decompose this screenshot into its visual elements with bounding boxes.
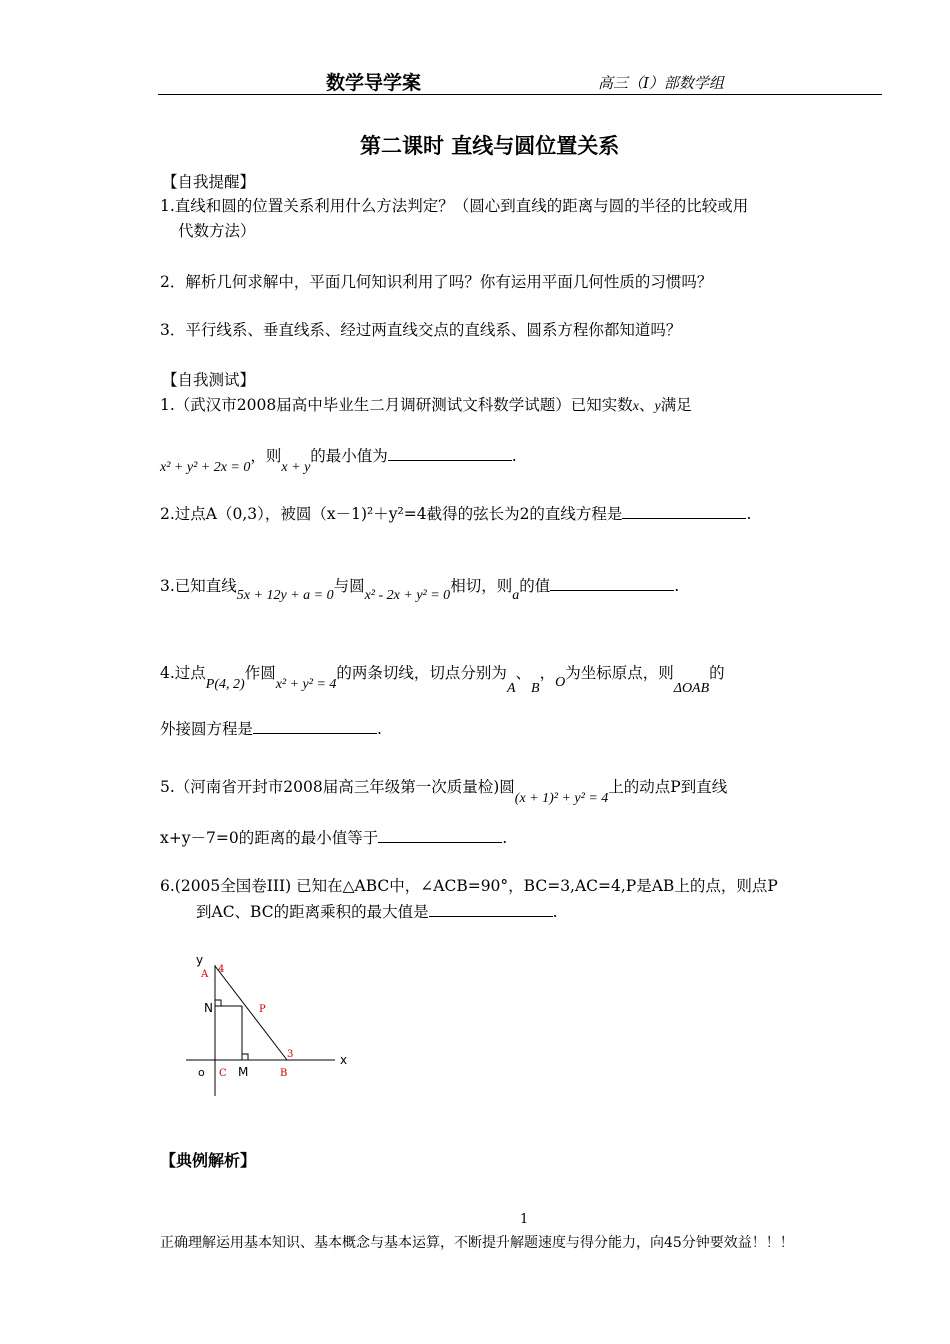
page-number: 1 [520,1212,529,1227]
question-3 [160,574,680,603]
label-4: 4 [218,964,225,975]
question-5-text-a: 5.（河南省开封市2008届高三年级第一次质量检)圆 [160,778,515,796]
answer-blank-3[interactable] [550,574,674,591]
question-1-expression: x + y [281,460,311,475]
question-1-text-c: ，则 [250,447,282,465]
question-4-text-e: 的 [709,664,725,682]
question-1-text-a: 1.（武汉市2008届高中毕业生二月调研测试文科数学试题）已知实数 [160,396,633,414]
question-3-circle-equation: x² - 2x + y² = 0 [364,588,451,603]
label-3: 3 [287,1049,294,1060]
label-N: N [204,1001,213,1015]
question-5-circle: (x + 1)² + y² = 4 [514,791,609,806]
answer-blank-1[interactable] [388,444,512,461]
right-angle-mark-N [215,1000,221,1006]
reminder-item-1-line-1: 1.直线和圆的位置关系利用什么方法判定？（圆心到直线的距离与圆的半径的比较或用 [160,197,749,215]
label-O: o [198,1066,205,1079]
period: . [502,829,508,847]
triangle-figure [180,950,360,1100]
question-5-text-line2: x+y－7=0的距离的最小值等于 [160,829,379,847]
footer-motto: 正确理解运用基本知识、基本概念与基本运算，不断提升解题速度与得分能力，向45分钟要效益！！！ [160,1235,794,1251]
label-M: M [238,1065,249,1079]
var-y: y [654,399,661,414]
page-title: 第二课时 直线与圆位置关系 [360,134,620,158]
question-6-line-1: 6.(2005全国卷III) 已知在△ABC中，∠ACB=90°，BC=3,AC=4,P是AB上的点，则点P [160,877,778,895]
question-3-text-a: 3.已知直线 [160,577,237,595]
hypotenuse-AB [215,966,287,1060]
var-x: x [632,399,639,414]
question-2 [160,502,751,524]
question-5-line-2 [160,826,507,848]
question-1-text-b: 满足 [660,396,692,414]
answer-blank-2[interactable] [622,502,746,519]
right-angle-mark-M [242,1054,248,1060]
question-4-text-line2: 外接圆方程是 [160,720,254,738]
question-1-equation: x² + y² + 2x = 0 [160,460,251,475]
question-4-line-1 [160,661,725,696]
header-rule [158,94,882,95]
section-heading-reminder: 【自我提醒】 [162,173,256,191]
period: . [377,720,382,738]
question-4-line-2 [160,717,382,739]
question-3-line-equation: 5x + 12y + a = 0 [236,588,334,603]
reminder-item-3: 3．平行线系、垂直线系、经过两直线交点的直线系、圆系方程你都知道吗？ [160,321,682,339]
question-4-point: P(4, 2) [205,677,245,692]
x-axis-label: x [340,1053,348,1067]
question-2-text: 2.过点A（0,3），被圆（x－1)²＋y²=4截得的弦长为2的直线方程是 [160,505,623,523]
header-subtitle: 高三（Ⅰ）部数学组 [598,74,724,92]
label-C: C [219,1068,227,1079]
point-A: A [506,681,516,696]
point-B: B [531,681,540,696]
section-heading-examples: 【典例解析】 [160,1151,257,1170]
label-A: A [201,969,209,980]
question-3-text-c: 相切，则 [450,577,513,595]
reminder-item-1-line-2: 代数方法） [178,222,256,240]
y-axis-label: y [196,953,204,967]
answer-blank-6[interactable] [429,900,553,917]
period: . [511,447,517,465]
answer-blank-4[interactable] [253,717,377,734]
period: . [674,577,680,595]
question-1-line-2 [160,444,517,475]
period: . [552,903,558,921]
period: . [746,505,752,523]
question-4-text-a: 4.过点 [160,664,206,682]
label-B: B [280,1068,288,1079]
question-4-text-d: 为坐标原点，则 [565,664,674,682]
question-6-text-line2: 到AC、BC的距离乘积的最大值是 [196,903,429,921]
label-P: P [259,1004,266,1015]
reminder-item-2: 2．解析几何求解中，平面几何知识利用了吗？你有运用平面几何性质的习惯吗？ [160,273,713,291]
question-4-text-b: 作圆 [244,664,276,682]
question-1-line-1 [160,393,692,415]
question-4-circle: x² + y² = 4 [275,677,337,692]
question-3-text-d: 的值 [519,577,551,595]
question-6-line-2 [196,900,558,922]
question-5-text-b: 上的动点P到直线 [608,778,728,796]
var-a: a [512,588,520,603]
question-5-line-1 [160,775,728,806]
separator: 、 [638,396,655,414]
section-heading-selftest: 【自我测试】 [162,371,256,389]
triangle-OAB: ΔOAB [673,681,710,696]
question-3-text-b: 与圆 [333,577,365,595]
question-1-text-d: 的最小值为 [310,447,388,465]
separator: 、 [515,664,532,682]
comma: ， [539,664,556,682]
answer-blank-5[interactable] [378,826,502,843]
header-title: 数学导学案 [326,72,422,94]
point-O: O [555,675,566,690]
question-4-text-c: 的两条切线，切点分别为 [336,664,507,682]
